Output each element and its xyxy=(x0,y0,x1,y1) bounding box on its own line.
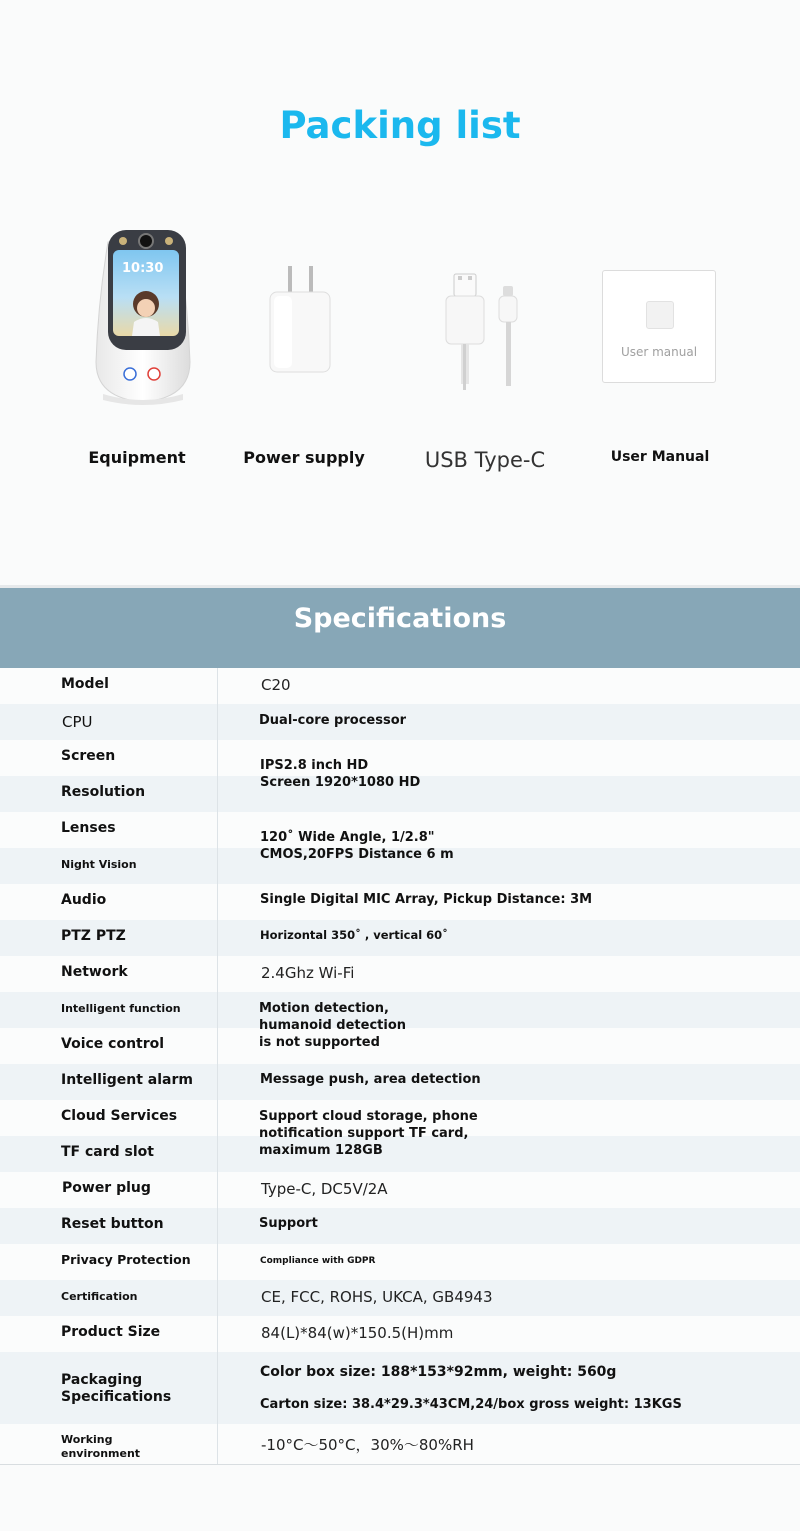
intelligent-value-line-2: humanoid detection xyxy=(259,1018,407,1033)
spec-label-cloud-services: Cloud Services xyxy=(61,1108,178,1124)
table-column-divider xyxy=(217,668,218,1465)
env-label-line-1: Working xyxy=(61,1433,113,1446)
spec-value-screen xyxy=(260,757,420,791)
spec-label-audio: Audio xyxy=(61,892,107,908)
spec-label-tf-card: TF card slot xyxy=(61,1144,154,1160)
spec-label-cpu: CPU xyxy=(62,713,93,731)
spec-value-certification: CE, FCC, ROHS, UKCA, GB4943 xyxy=(261,1288,493,1306)
spec-value-network: 2.4Ghz Wi-Fi xyxy=(261,964,355,982)
spec-label-packaging xyxy=(61,1372,171,1406)
spec-label-network: Network xyxy=(61,964,128,980)
spec-value-cpu: Dual-core processor xyxy=(259,713,407,728)
spec-value-product-size: 84(L)*84(w)*150.5(H)mm xyxy=(261,1324,454,1342)
spec-label-product-size: Product Size xyxy=(61,1324,161,1340)
spec-value-working-environment: -10°C〜50°C，30%〜80%RH xyxy=(261,1436,474,1454)
power-supply-image xyxy=(266,264,334,374)
spec-value-audio: Single Digital MIC Array, Pickup Distance: 3M xyxy=(260,892,593,907)
spec-value-packaging-carton: Carton size: 38.4*29.3*43CM,24/box gross weight: 13KGS xyxy=(260,1397,682,1412)
manual-card-text: User manual xyxy=(620,345,698,359)
cloud-value-line-1: Support cloud storage, phone xyxy=(259,1109,478,1124)
cloud-value-line-3: maximum 128GB xyxy=(259,1143,383,1158)
spec-label-resolution: Resolution xyxy=(61,784,146,800)
spec-label-power-plug: Power plug xyxy=(62,1180,151,1196)
specifications-title: Specifications xyxy=(293,603,507,634)
spec-value-cloud xyxy=(259,1108,478,1159)
screen-value-line-2: Screen 1920*1080 HD xyxy=(260,775,421,790)
packaging-label-line-1: Packaging xyxy=(61,1372,143,1388)
intelligent-value-line-3: is not supported xyxy=(259,1035,380,1050)
spec-label-model: Model xyxy=(61,676,109,692)
table-bottom-border xyxy=(0,1464,800,1465)
spec-value-power-plug: Type-C, DC5V/2A xyxy=(261,1180,388,1198)
spec-value-reset: Support xyxy=(259,1216,318,1231)
spec-label-reset-button: Reset button xyxy=(61,1216,164,1232)
env-label-line-2: environment xyxy=(61,1447,141,1460)
label-power-supply: Power supply xyxy=(243,448,365,467)
spec-value-model: C20 xyxy=(261,676,291,694)
packing-list-title: Packing list xyxy=(279,104,521,147)
label-user-manual: User Manual xyxy=(610,449,710,465)
spec-label-intelligent-alarm: Intelligent alarm xyxy=(61,1072,193,1088)
spec-label-voice-control: Voice control xyxy=(61,1036,165,1052)
user-manual-image xyxy=(602,270,716,383)
spec-label-screen: Screen xyxy=(61,748,116,764)
label-equipment: Equipment xyxy=(88,448,186,467)
manual-square-icon xyxy=(646,301,674,329)
spec-value-alarm: Message push, area detection xyxy=(260,1072,481,1087)
lenses-value-line-2: CMOS,20FPS Distance 6 m xyxy=(260,847,454,862)
label-usb-type-c: USB Type-C xyxy=(424,448,546,472)
spec-label-lenses: Lenses xyxy=(61,820,116,836)
usb-cable-image xyxy=(440,266,530,392)
cloud-value-line-2: notification support TF card, xyxy=(259,1126,469,1141)
spec-label-privacy: Privacy Protection xyxy=(61,1252,191,1267)
spec-label-certification: Certification xyxy=(61,1290,138,1303)
spec-label-night-vision: Night Vision xyxy=(61,858,137,871)
spec-value-intelligent xyxy=(259,1000,406,1051)
lenses-value-line-1: 120˚ Wide Angle, 1/2.8" xyxy=(260,830,435,845)
equipment-device-image xyxy=(88,222,198,406)
screen-value-line-1: IPS2.8 inch HD xyxy=(260,758,369,773)
packaging-label-line-2: Specifications xyxy=(61,1389,172,1405)
spec-value-ptz: Horizontal 350˚ , vertical 60˚ xyxy=(260,928,448,942)
spec-value-privacy: Compliance with GDPR xyxy=(260,1256,376,1266)
spec-label-intelligent-function: Intelligent function xyxy=(61,1002,181,1015)
specifications-header xyxy=(0,588,800,668)
intelligent-value-line-1: Motion detection, xyxy=(259,1001,389,1016)
spec-label-working-environment xyxy=(61,1433,140,1461)
spec-label-ptz: PTZ PTZ xyxy=(61,928,126,944)
spec-value-packaging-color-box: Color box size: 188*153*92mm, weight: 560g xyxy=(260,1364,617,1380)
device-screen-time: 10:30 xyxy=(122,261,164,276)
spec-value-lenses xyxy=(260,829,454,863)
